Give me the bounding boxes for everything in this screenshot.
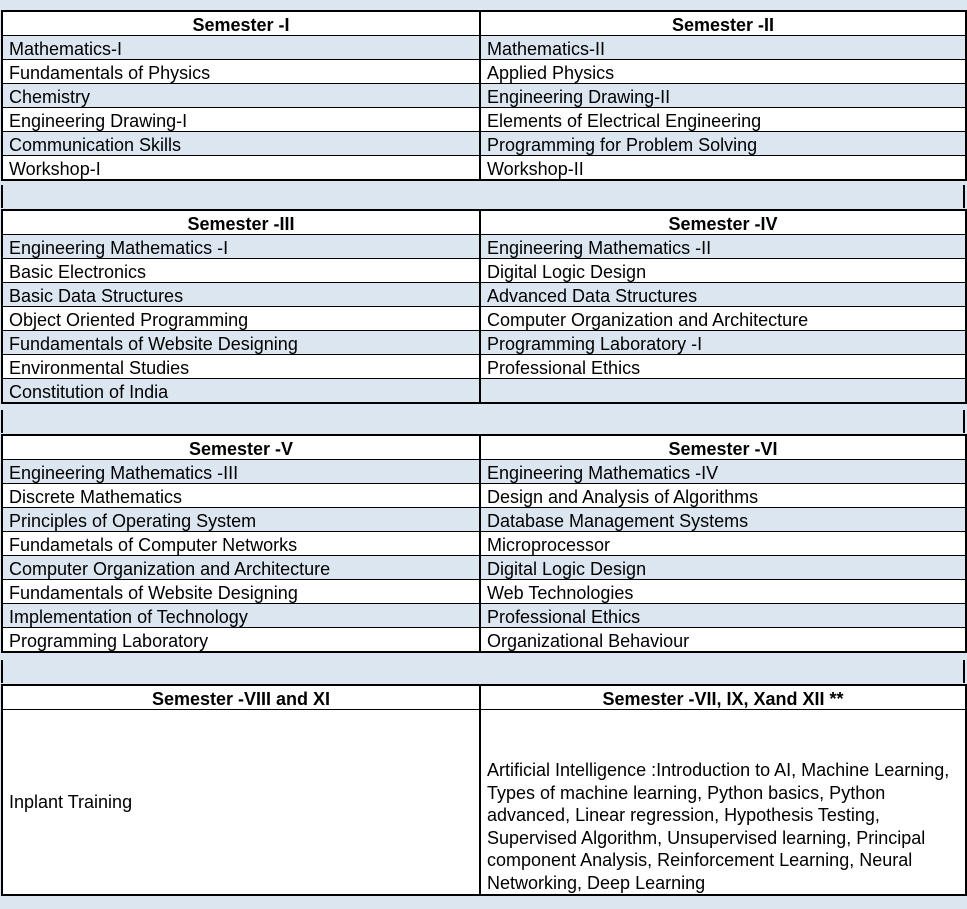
table-header-row: [2, 685, 966, 710]
subject-cell: Mathematics-II: [480, 36, 966, 60]
subject-cell: Environmental Studies: [2, 355, 480, 379]
top-band: [0, 0, 967, 10]
table-row: [2, 259, 966, 283]
subject-cell: Engineering Drawing-II: [480, 84, 966, 108]
subject-cell: Fundamentals of Website Designing: [2, 580, 480, 604]
semester-table-3-4: [1, 209, 967, 404]
semester-title: Semester -II: [480, 11, 966, 36]
subject-cell: Programming for Problem Solving: [480, 132, 966, 156]
subject-cell: Object Oriented Programming: [2, 307, 480, 331]
semester-table-5-6: [1, 434, 967, 653]
table-row: [2, 84, 966, 108]
subject-cell: Communication Skills: [2, 132, 480, 156]
semester-title: Semester -VI: [480, 435, 966, 460]
subject-cell: Microprocessor: [480, 532, 966, 556]
table-row: [2, 156, 966, 181]
table-row: [2, 710, 966, 896]
table-row: [2, 532, 966, 556]
table-header-row: [2, 210, 966, 235]
table-row: [2, 379, 966, 404]
table-row: [2, 283, 966, 307]
subject-cell: Engineering Mathematics -III: [2, 460, 480, 484]
semester-table-1-2: [1, 10, 967, 181]
table-row: [2, 60, 966, 84]
bottom-band: [0, 898, 967, 909]
subject-cell: Digital Logic Design: [480, 259, 966, 283]
table-row: [2, 628, 966, 653]
subject-cell: Basic Electronics: [2, 259, 480, 283]
subject-cell: Design and Analysis of Algorithms: [480, 484, 966, 508]
table-header-row: [2, 11, 966, 36]
subject-cell: Computer Organization and Architecture: [480, 307, 966, 331]
table-row: [2, 331, 966, 355]
subject-cell: [480, 379, 966, 404]
table-row: [2, 604, 966, 628]
table-row: [2, 108, 966, 132]
semester-title: Semester -III: [2, 210, 480, 235]
table-header-row: [2, 435, 966, 460]
subject-cell: Fundamentals of Physics: [2, 60, 480, 84]
subject-cell: Web Technologies: [480, 580, 966, 604]
table-row: [2, 484, 966, 508]
subject-cell: Engineering Mathematics -I: [2, 235, 480, 259]
subject-cell: Fundametals of Computer Networks: [2, 532, 480, 556]
subject-cell: Discrete Mathematics: [2, 484, 480, 508]
table-row: [2, 556, 966, 580]
semester-title: Semester -I: [2, 11, 480, 36]
section-gap: [1, 185, 965, 208]
table-row: [2, 132, 966, 156]
table-row: [2, 307, 966, 331]
ai-course-description: Artificial Intelligence :Introduction to AI, Machine Learning, Types of machine learning, Python basics, Python advanced, Linear regression, Hypothesis Testing, Supervised Algorithm, Unsupervised learning, Principal component Analysis, Reinforcement Learning, Neural Networking, Deep Learning: [480, 710, 966, 896]
table-row: [2, 355, 966, 379]
subject-cell: Constitution of India: [2, 379, 480, 404]
subject-cell: Professional Ethics: [480, 355, 966, 379]
subject-cell: Computer Organization and Architecture: [2, 556, 480, 580]
subject-cell: Implementation of Technology: [2, 604, 480, 628]
subject-cell: Elements of Electrical Engineering: [480, 108, 966, 132]
subject-cell: Programming Laboratory -I: [480, 331, 966, 355]
semester-title: Semester -VII, IX, Xand XII **: [480, 685, 966, 710]
subject-cell: Engineering Mathematics -IV: [480, 460, 966, 484]
subject-cell: Chemistry: [2, 84, 480, 108]
subject-cell: Advanced Data Structures: [480, 283, 966, 307]
table-row: [2, 508, 966, 532]
inplant-training-cell: Inplant Training: [2, 710, 480, 896]
subject-cell: Engineering Mathematics -II: [480, 235, 966, 259]
semester-title: Semester -V: [2, 435, 480, 460]
subject-cell: Mathematics-I: [2, 36, 480, 60]
semester-table-final: [1, 684, 967, 896]
subject-cell: Workshop-I: [2, 156, 480, 181]
subject-cell: Programming Laboratory: [2, 628, 480, 653]
subject-cell: Database Management Systems: [480, 508, 966, 532]
subject-cell: Fundamentals of Website Designing: [2, 331, 480, 355]
table-row: [2, 36, 966, 60]
table-row: [2, 460, 966, 484]
semester-title: Semester -VIII and XI: [2, 685, 480, 710]
subject-cell: Organizational Behaviour: [480, 628, 966, 653]
subject-cell: Principles of Operating System: [2, 508, 480, 532]
subject-cell: Basic Data Structures: [2, 283, 480, 307]
table-row: [2, 580, 966, 604]
section-gap: [1, 660, 965, 683]
subject-cell: Applied Physics: [480, 60, 966, 84]
subject-cell: Engineering Drawing-I: [2, 108, 480, 132]
semester-title: Semester -IV: [480, 210, 966, 235]
subject-cell: Professional Ethics: [480, 604, 966, 628]
subject-cell: Digital Logic Design: [480, 556, 966, 580]
table-row: [2, 235, 966, 259]
section-gap: [1, 410, 965, 433]
subject-cell: Workshop-II: [480, 156, 966, 181]
